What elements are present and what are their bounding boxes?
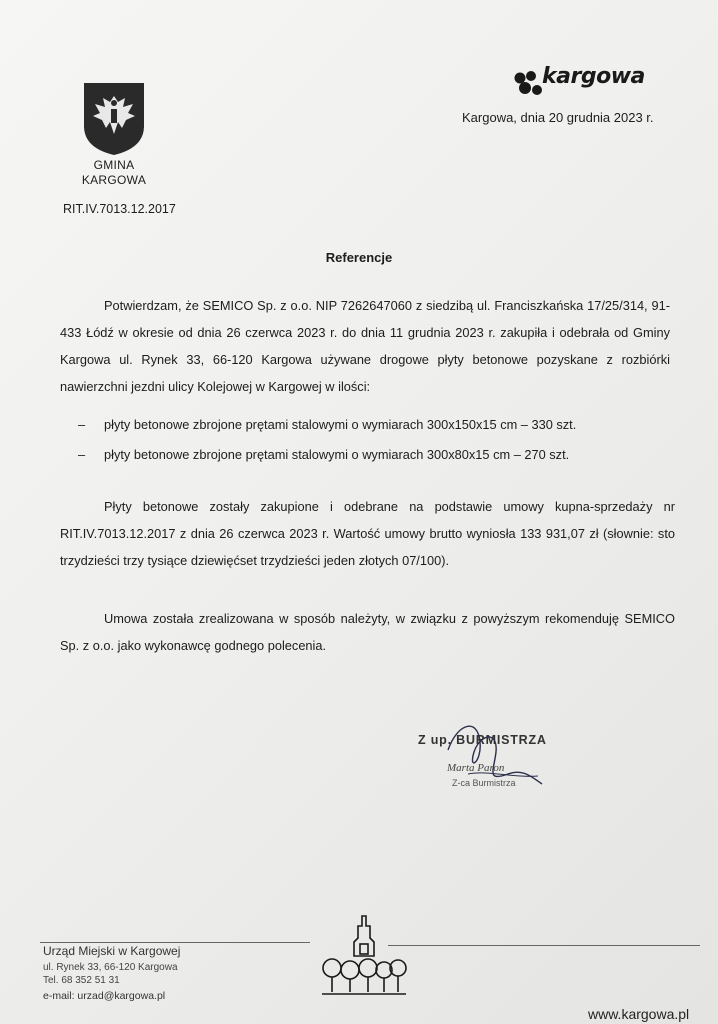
logo-dots-icon [512, 68, 544, 100]
paragraph-contract: Płyty betonowe zostały zakupione i odebrane na podstawie umowy kupna-sprzedaży nr RIT.IV.7013.12.2017 z dnia 26 czerwca 2023 r. Wartość umowy brutto wyniosła 133 931,07 zł (słownie: sto trzydzieści trzy tysiące dziewięćset trzydzieści jeden złotych 07/100). [60, 499, 675, 568]
footer-divider-left [40, 942, 310, 943]
item-list [78, 410, 678, 470]
signature-stamp-role: Z-ca Burmistrza [452, 778, 516, 788]
kargowa-logo [512, 64, 652, 104]
paragraph-recommendation: Umowa została zrealizowana w sposób należyty, w związku z powyższym rekomenduję SEMICO Sp. z o.o. jako wykonawcę godnego polecenia. [60, 611, 675, 653]
brand-name: kargowa [542, 64, 645, 89]
document-date: Kargowa, dnia 20 grudnia 2023 r. [462, 110, 654, 125]
paragraph-confirmation: Potwierdzam, że SEMICO Sp. z o.o. NIP 7262647060 z siedzibą ul. Franciszkańska 17/25/314, 91-433 Łódź w okresie od dnia 26 czerwca 2023 r. do dnia 11 grudnia 2023 r. zakupiła i odebrała od Gminy Kargowa ul. Rynek 33, 66-120 Kargowa używane drogowe płyty betonowe pozyskane z rozbiórki nawierzchni jezdni ulicy Kolejowej w Kargowej w ilości: [60, 298, 670, 394]
office-email: e-mail: urzad@kargowa.pl [43, 990, 166, 1002]
office-phone: Tel. 68 352 51 31 [43, 975, 120, 986]
list-dash: – [78, 447, 86, 462]
list-item [78, 410, 678, 440]
signature-title: Z up. BURMISTRZA [418, 733, 547, 747]
coat-of-arms [83, 82, 145, 156]
website-link[interactable]: www.kargowa.pl [588, 1006, 690, 1022]
office-name: Urząd Miejski w Kargowej [43, 944, 181, 958]
municipality-label-line2: KARGOWA [81, 173, 147, 187]
list-dash: – [78, 417, 86, 432]
town-hall-emblem-icon [318, 912, 410, 1000]
list-item [78, 440, 678, 470]
document-title: Referencje [325, 250, 393, 265]
municipality-label-line1: GMINA [93, 158, 135, 172]
municipality-label [70, 158, 158, 188]
reference-number: RIT.IV.7013.12.2017 [63, 202, 176, 216]
list-item-text: płyty betonowe zbrojone prętami stalowymi o wymiarach 300x80x15 cm – 270 szt. [104, 447, 570, 462]
signature-stamp-name: Marta Paron [447, 762, 505, 774]
list-item-text: płyty betonowe zbrojone prętami stalowymi o wymiarach 300x150x15 cm – 330 szt. [104, 417, 577, 432]
footer-divider-right [388, 945, 700, 946]
office-address: ul. Rynek 33, 66-120 Kargowa [43, 962, 178, 973]
